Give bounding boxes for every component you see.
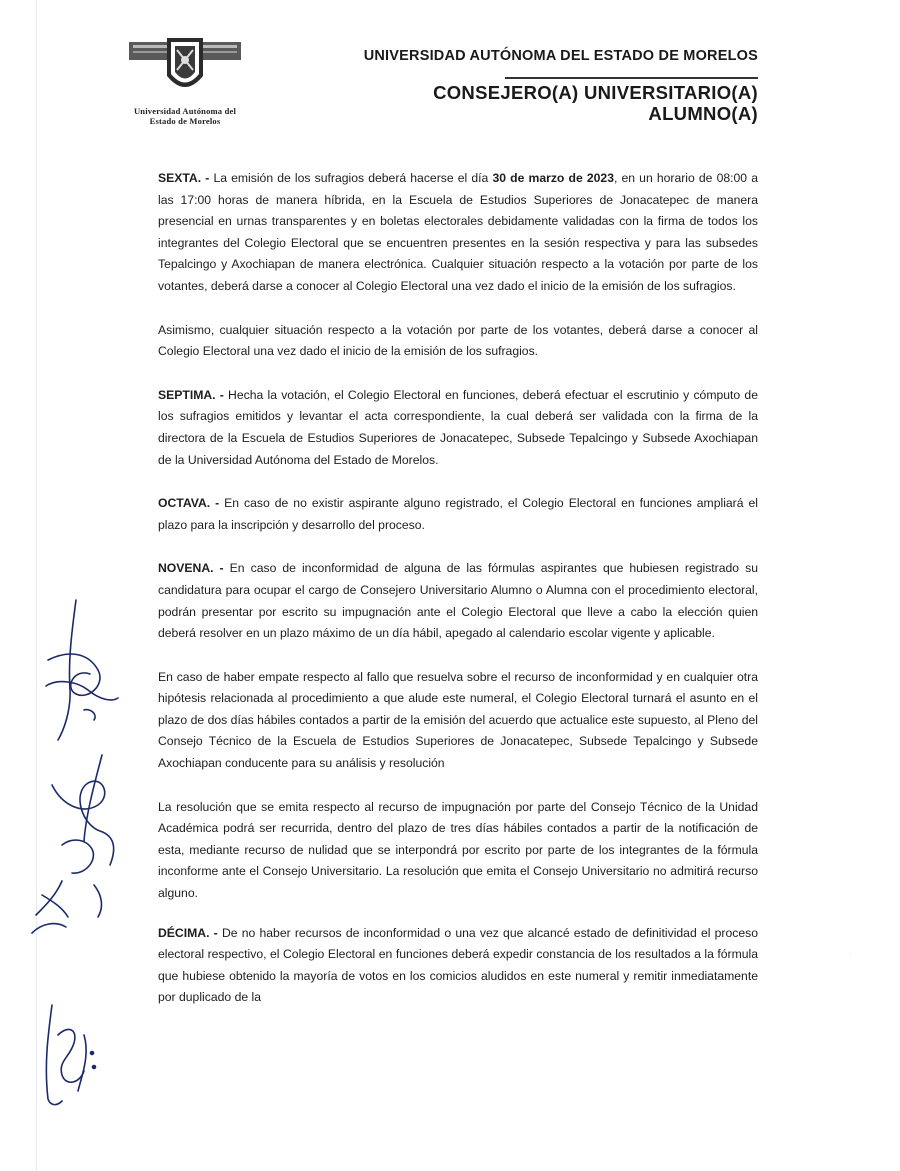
scan-artifact: · [849, 948, 852, 958]
university-seal-icon [125, 36, 245, 100]
university-name: UNIVERSIDAD AUTÓNOMA DEL ESTADO DE MORELOS [363, 48, 758, 64]
title-line-2: ALUMNO(A) [648, 103, 758, 124]
clause-octava [158, 493, 758, 536]
margin-signature-2 [22, 745, 132, 955]
clause-decima [158, 923, 758, 1009]
clause-text: En caso de inconformidad de alguna de las fórmulas aspirantes que hubiesen registrado su candidatura para ocupar el cargo de Consejero Universitario Alumno o Alumna con el procedimiento electoral, podrán presentar por escrito su impugnación ante el Colegio Electoral que lleve a cabo la elección quien deberá resolver en un plazo máximo de un día hábil, apegado al calendario escolar vigente y aplicable. [158, 561, 758, 641]
clause-label: SEXTA. - [158, 171, 210, 185]
clause-label: OCTAVA. - [158, 496, 220, 511]
margin-signature-3 [22, 995, 112, 1115]
document-body [158, 168, 758, 1031]
paragraph-empate: En caso de haber empate respecto al fallo que resuelva sobre el recurso de inconformidad y en cualquier otra hipótesis relacionada al procedimiento a que alude este numeral, el Colegio Electoral turnará el asunto en el plazo de dos días hábiles contados a partir de la emisión del acuerdo que actualice este supuesto, al Pleno del Consejo Técnico de la Escuela de Estudios Superiores de Jonacatepec, Subsede Tepalcingo y Subsede Axochiapan conducente para su análisis y resolución [158, 669, 758, 771]
clause-text: La emisión de los sufragios deberá hacerse el día [209, 171, 493, 185]
paragraph-asimismo: Asimismo, cualquier situación respecto a la votación por parte de los votantes, deberá darse a conocer al Colegio Electoral una vez dado el inicio de la emisión de los sufragios. [158, 322, 758, 359]
clause-label: NOVENA. - [158, 561, 224, 576]
margin-signature-1 [28, 590, 128, 750]
title-line-1: CONSEJERO(A) UNIVERSITARIO(A) [433, 82, 758, 103]
logo-caption-line-2: Estado de Morelos [149, 116, 221, 126]
header-rule [505, 77, 758, 79]
logo-caption-line-1: Universidad Autónoma del [133, 106, 237, 116]
clause-sexta [158, 168, 758, 298]
clause-septima [158, 385, 758, 471]
clause-label: SEPTIMA. - [158, 387, 224, 402]
logo-caption [115, 106, 255, 126]
clause-text: En caso de no existir aspirante alguno registrado, el Colegio Electoral en funciones ampliará el plazo para la inscripción y desarrollo del proceso. [158, 496, 758, 532]
clause-text: , en un horario de 08:00 a las 17:00 horas de manera híbrida, en la Escuela de Estudios Superiores de Jonacatepec de manera presencial en urnas transparentes y en boletas electorales debidamente validadas con la firma de todos los integrantes del Colegio Electoral que se encuentren presentes en la sesión respectiva y para las subsedes Tepalcingo y Axochiapan de manera electrónica. Cualquier situación respecto a la votación por parte de los votantes, deberá darse a conocer al Colegio Electoral una vez dado el inicio de la emisión de los sufragios. [158, 171, 758, 293]
university-logo [115, 36, 255, 126]
clause-text: Hecha la votación, el Colegio Electoral en funciones, deberá efectuar el escrutinio y cómputo de los sufragios emitidos y levantar el acta correspondiente, la cual deberá ser validada con la firma de la directora de la Escuela de Estudios Superiores de Jonacatepec, Subsede Tepalcingo y Subsede Axochiapan de la Universidad Autónoma del Estado de Morelos. [158, 387, 758, 467]
paragraph-resolucion: La resolución que se emita respecto al recurso de impugnación por parte del Consejo Técnico de la Unidad Académica podrá ser recurrida, dentro del plazo de tres días hábiles contados a partir de la notificación de esta, mediante recurso de nulidad que se interpondrá por escrito por parte de los integrantes de la fórmula inconforme ante el Consejo Universitario. La resolución que emita el Consejo Universitario no admitirá recurso alguno. [158, 799, 758, 901]
clause-text: De no haber recursos de inconformidad o una vez que alcancé estado de definitividad el proceso electoral respectivo, el Colegio Electoral en funciones deberá expedir constancia de los resultados a la fórmula que hubiese obtenido la mayoría de votos en los comicios aludidos en este numeral y remitir inmediatamente por duplicado de la [158, 925, 758, 1005]
clause-date: 30 de marzo de 2023 [492, 171, 614, 185]
clause-label: DÉCIMA. - [158, 925, 218, 940]
document-title [360, 82, 758, 124]
clause-novena [158, 558, 758, 644]
